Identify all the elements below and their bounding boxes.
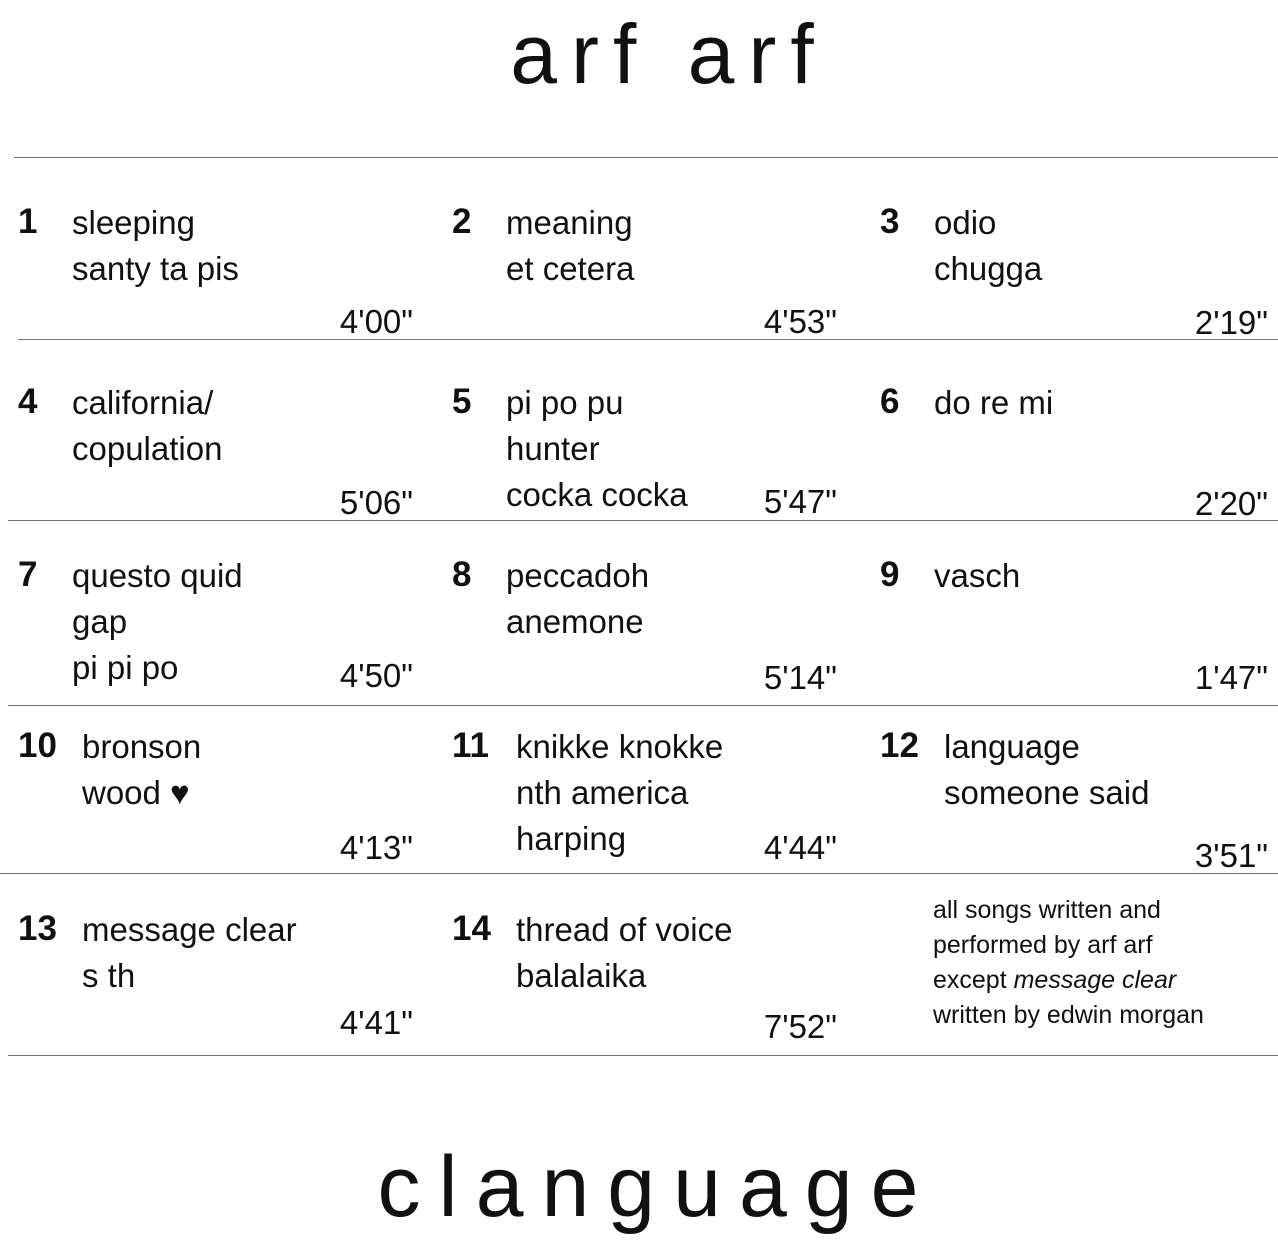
track-title-line: anemone	[506, 603, 644, 640]
track-title	[934, 553, 1020, 599]
track-title	[934, 200, 1042, 292]
track-number: 11	[452, 726, 489, 765]
track-title-line: vasch	[934, 557, 1021, 594]
divider-line	[8, 705, 1278, 706]
credits-line: except message clear	[933, 966, 1177, 994]
track-number: 9	[880, 555, 900, 594]
track-title-line: copulation	[72, 430, 223, 467]
divider-line	[14, 157, 1278, 158]
track-title-line: gap	[72, 603, 128, 640]
credits-song-title: message clear	[1013, 966, 1177, 994]
credits	[933, 893, 1204, 1033]
track-number: 3	[880, 202, 900, 241]
track-item	[880, 380, 1268, 530]
track-title-line: bronson	[82, 728, 202, 765]
track-item	[18, 200, 413, 350]
track-title-line: harping	[516, 820, 627, 857]
track-title-line: et cetera	[506, 250, 635, 287]
track-title	[944, 724, 1149, 816]
track-item	[18, 553, 413, 703]
track-item	[452, 553, 837, 703]
track-item	[452, 724, 837, 874]
track-title	[82, 907, 297, 999]
track-title-line: odio	[934, 204, 997, 241]
track-number: 2	[452, 202, 472, 241]
track-duration: 4'53"	[763, 303, 837, 340]
track-title-line: chugga	[934, 250, 1043, 287]
track-duration: 5'47"	[763, 483, 837, 520]
track-title-line: cocka cocka	[506, 476, 688, 513]
track-title-line: message clear	[82, 911, 297, 948]
track-title-line: questo quid	[72, 557, 243, 594]
track-title-line: santy ta pis	[72, 250, 239, 287]
track-number: 1	[18, 202, 38, 241]
track-title-line: thread of voice	[516, 911, 733, 948]
track-item	[880, 200, 1268, 350]
credits-line: written by edwin morgan	[933, 1001, 1204, 1029]
track-title	[82, 724, 201, 816]
track-title	[72, 200, 239, 292]
track-duration: 7'52"	[763, 1008, 837, 1045]
track-title-line: balalaika	[516, 957, 647, 994]
track-title-line: pi po pu	[506, 384, 624, 421]
track-title-line: california/	[72, 384, 214, 421]
track-title-line: sleeping	[72, 204, 195, 241]
track-number: 4	[18, 382, 38, 421]
track-number: 14	[452, 909, 491, 948]
track-item	[452, 380, 837, 530]
track-item	[452, 907, 837, 1057]
track-duration: 4'50"	[339, 657, 413, 694]
track-duration: 3'51"	[1194, 837, 1268, 874]
track-duration: 2'19"	[1194, 304, 1268, 341]
album-title: clanguage	[377, 1139, 937, 1235]
track-number: 8	[452, 555, 472, 594]
track-duration: 2'20"	[1194, 485, 1268, 522]
track-item	[18, 724, 413, 874]
track-title	[72, 553, 243, 691]
track-item	[452, 200, 837, 350]
track-item	[18, 907, 413, 1057]
track-duration: 5'14"	[763, 659, 837, 696]
track-title-line: peccadoh	[506, 557, 650, 594]
track-number: 5	[452, 382, 472, 421]
track-duration: 4'13"	[339, 829, 413, 866]
track-title	[506, 200, 634, 292]
track-item	[18, 380, 413, 530]
track-title-line: wood ♥	[82, 774, 190, 811]
track-number: 7	[18, 555, 38, 594]
track-title	[506, 380, 688, 518]
track-title-line: pi pi po	[72, 649, 179, 686]
track-title-line: knikke knokke	[516, 728, 724, 765]
track-title-line: language	[944, 728, 1080, 765]
credits-line: performed by arf arf	[933, 931, 1153, 959]
track-title	[516, 724, 723, 862]
track-number: 6	[880, 382, 900, 421]
track-item	[880, 724, 1268, 874]
credits-line: all songs written and	[933, 896, 1161, 924]
track-duration: 4'41"	[339, 1004, 413, 1041]
track-title-line: do re mi	[934, 384, 1054, 421]
track-number: 10	[18, 726, 57, 765]
track-title-line: s th	[82, 957, 136, 994]
track-title-line: meaning	[506, 204, 633, 241]
track-title	[516, 907, 732, 999]
track-duration: 5'06"	[339, 484, 413, 521]
track-duration: 4'00"	[339, 303, 413, 340]
track-item	[880, 553, 1268, 703]
track-duration: 4'44"	[763, 829, 837, 866]
track-duration: 1'47"	[1194, 659, 1268, 696]
track-title-line: someone said	[944, 774, 1150, 811]
track-title	[72, 380, 222, 472]
artist-name: arf arf	[510, 7, 828, 101]
track-title	[934, 380, 1053, 426]
track-title-line: nth america	[516, 774, 689, 811]
track-title-line: hunter	[506, 430, 600, 467]
track-number: 12	[880, 726, 919, 765]
track-number: 13	[18, 909, 57, 948]
track-title	[506, 553, 649, 645]
